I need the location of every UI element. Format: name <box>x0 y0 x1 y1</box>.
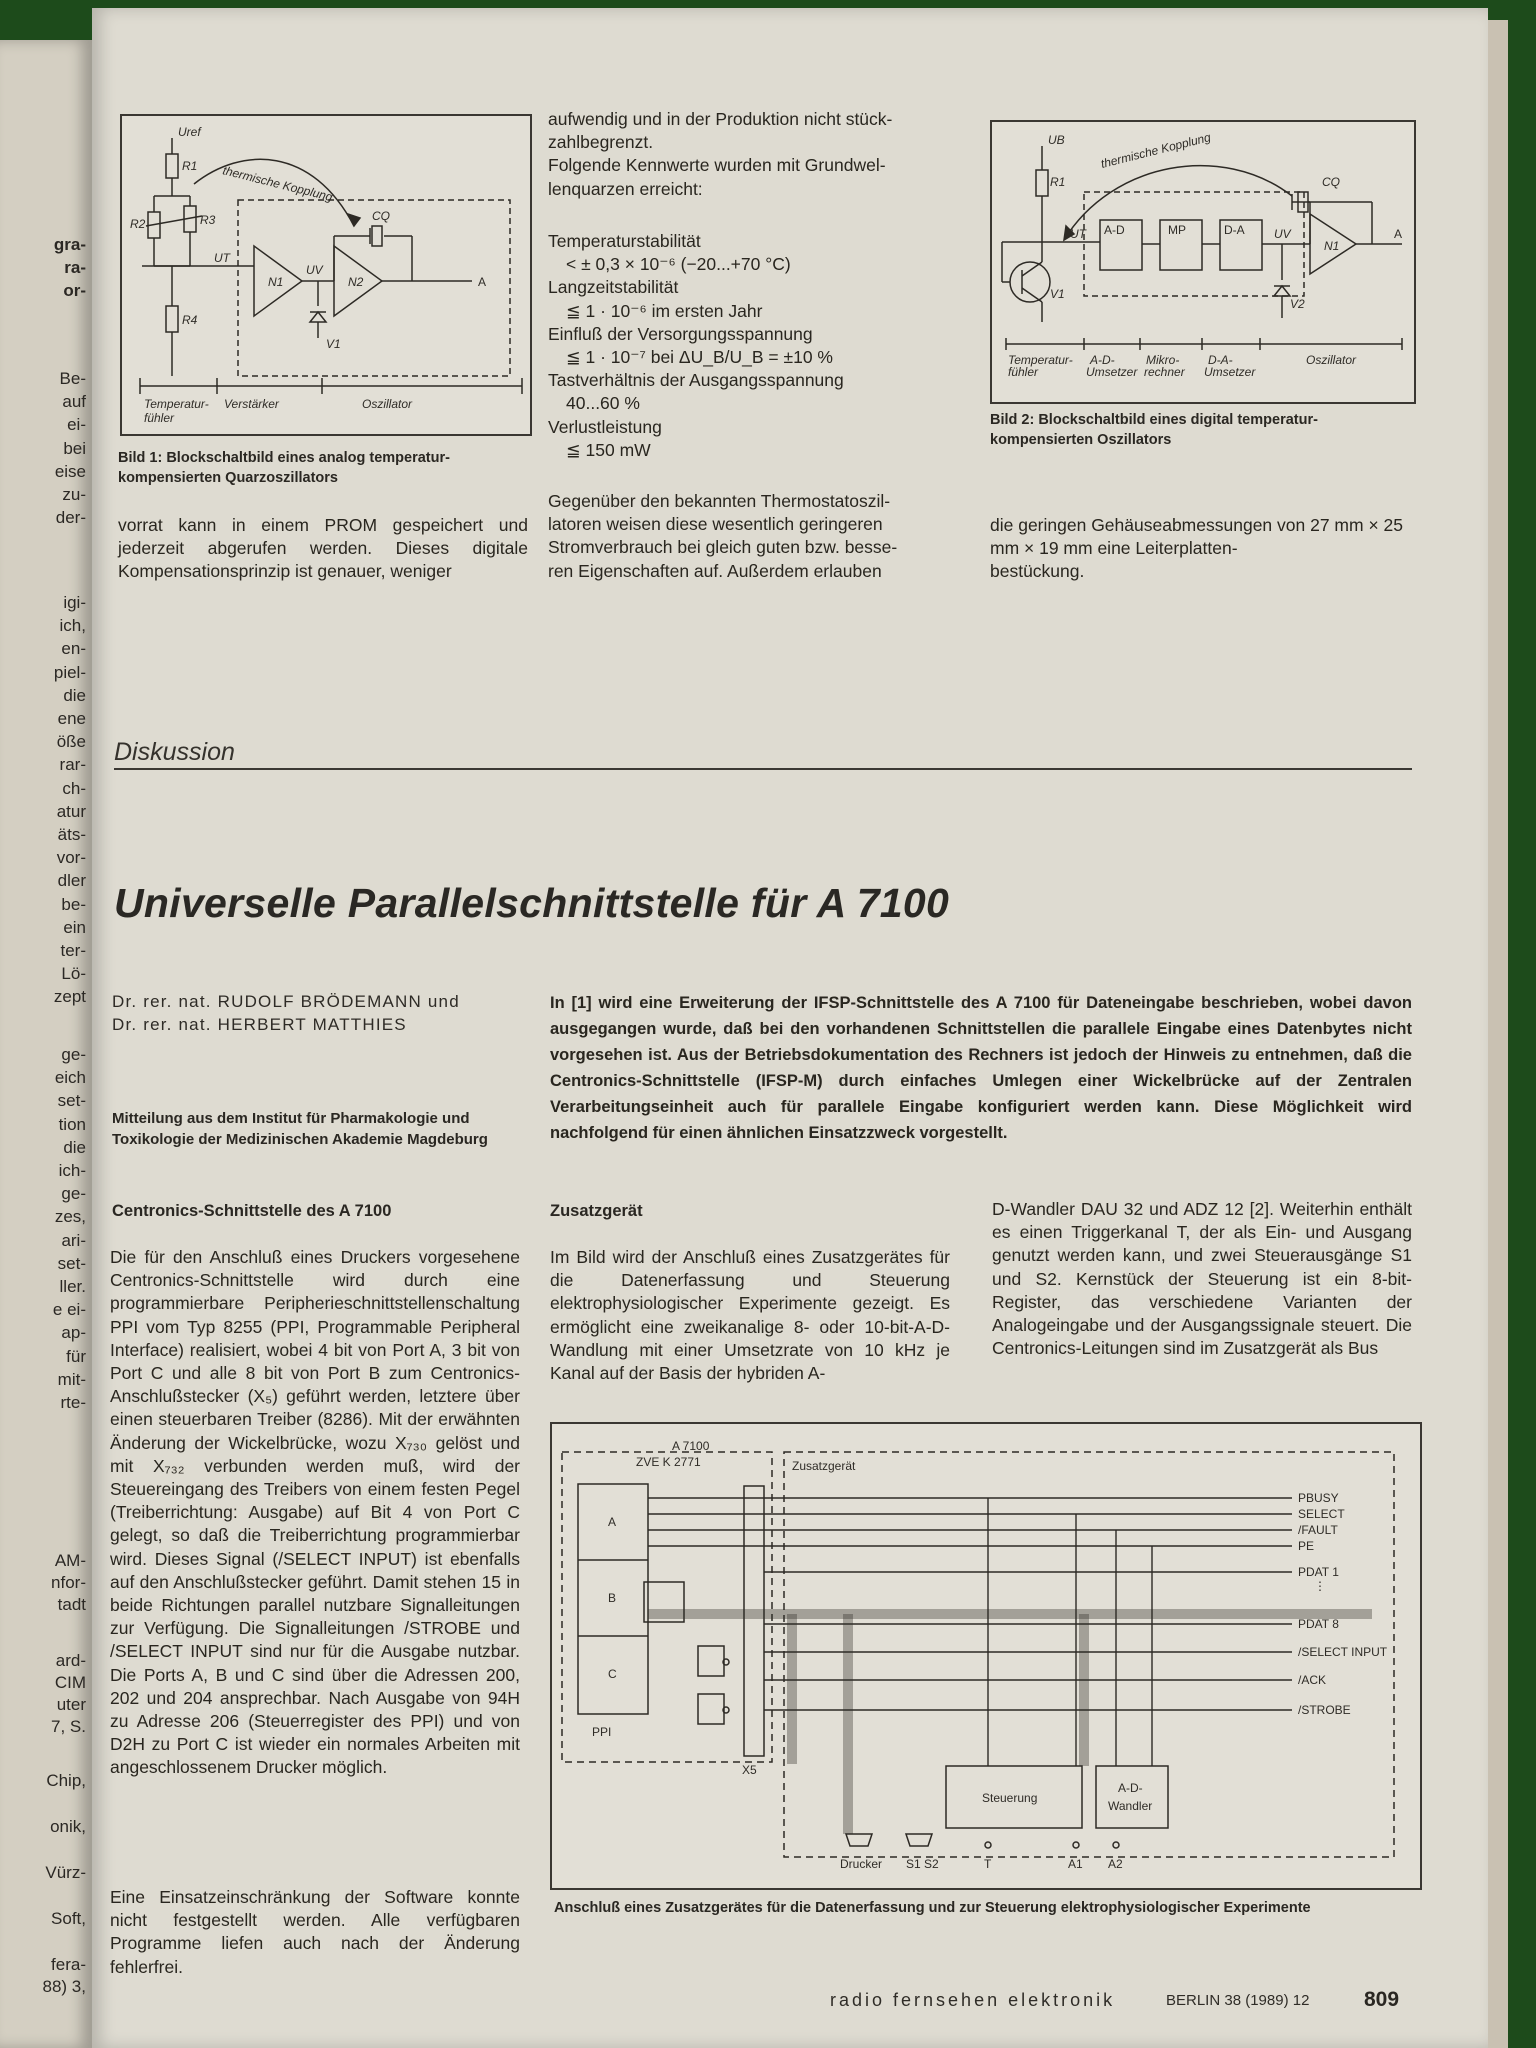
section-rule <box>114 768 1412 770</box>
spec-label: Verlustleistung <box>548 416 662 437</box>
previous-page-fragment: vor- <box>56 848 86 868</box>
previous-page-fragment: ap- <box>61 1323 86 1343</box>
previous-page-edge <box>0 40 92 2048</box>
fig2-v2-label: V2 <box>1290 297 1305 311</box>
fig1-uref-label: Uref <box>178 125 201 139</box>
previous-page-fragment: 88) 3, <box>42 1977 86 1996</box>
previous-page-fragment: ge- <box>61 1045 86 1064</box>
col2-top-paragraph: Gegenüber den bekannten Thermostatoszil- latoren weisen diese wesentlich geringeren Stromverbrauch bei gleich guten bzw. besse- ren Eigenschaften auf. Außerdem erlauben <box>548 491 898 581</box>
fig1-n1-label: N1 <box>268 275 284 289</box>
previous-page-fragment: auf <box>62 392 86 412</box>
spec-list <box>548 230 948 462</box>
fig3-adw-label-2: Wandler <box>1108 1799 1153 1813</box>
previous-page-fragment: dler <box>57 871 86 891</box>
previous-page-fragment: der- <box>55 508 86 528</box>
figure-2-caption: Bild 2: Blockschaltbild eines digital temperatur- kompensierten Oszillators <box>990 412 1318 448</box>
footer-journal: radio fernsehen elektronik <box>830 1990 1116 2010</box>
col2-top-text: aufwendig und in der Produktion nicht stück- zahlbegrenzt. Folgende Kennwerte wurden mit Grundwel- lenquarzen erreicht: <box>548 109 893 199</box>
figure-3-caption: Anschluß eines Zusatzgerätes für die Datenerfassung und zur Steuerung elektrophysiologischer Experimente <box>554 1900 1311 1916</box>
article-lead: In [1] wird eine Erweiterung der IFSP-Schnittstelle des A 7100 für Dateneingabe beschrieben, wobei davon ausgegangen wurde, daß bei den vorhandenen Schnittstellen die parallele Eingabe eines Datenbytes nicht vorgesehen ist. Aus der Betriebsdokumentation des Rechners ist jedoch der Hinweis zu entnehmen, daß die Centronics-Schnittstelle (IFSP-M) durch einfaches Umlegen einer Wickelbrücke auf der Zentralen Verarbeitungseinheit auch für parallele Eingabe konfiguriert werden kann. Diese Möglichkeit wird nachfolgend für einen ähnlichen Einsatzzweck vorgestellt. <box>550 994 1412 1142</box>
fig2-ut-label: UT <box>1070 227 1086 241</box>
fig3-port-b: B <box>608 1591 617 1605</box>
author-1-name: RUDOLF BRÖDEMANN <box>217 992 422 1011</box>
fig2-osc-label: Oszillator <box>1306 353 1357 367</box>
previous-page-fragment: ein <box>63 917 86 937</box>
fig2-output-label: A <box>1394 227 1403 241</box>
fig1-temp-label-2: fühler <box>144 411 175 425</box>
fig2-adc-label: A-D- <box>1090 353 1115 367</box>
page-number: 809 <box>1364 1988 1400 2011</box>
fig2-micro-label-2: rechner <box>1144 365 1185 379</box>
fig1-output-label: A <box>478 275 487 289</box>
previous-page-fragment: nfor- <box>51 1573 86 1592</box>
fig3-t-label: T <box>984 1857 992 1871</box>
previous-page-fragment: set- <box>57 1091 86 1111</box>
previous-page-fragment: piel- <box>53 662 86 682</box>
previous-page-fragment: e ei- <box>52 1300 86 1320</box>
fig3-signal-label: /STROBE <box>1298 1703 1351 1717</box>
spec-label: Langzeitstabilität <box>548 277 679 298</box>
fig2-cq-label: CQ <box>1322 175 1340 189</box>
fig3-signal-label: /FAULT <box>1298 1523 1338 1537</box>
fig2-uv-label: UV <box>1274 227 1291 241</box>
previous-page-fragment: Vürz- <box>45 1863 86 1882</box>
figure-2 <box>990 120 1416 404</box>
fig3-a1-label: A1 <box>1068 1857 1083 1871</box>
previous-page-fragment: die <box>63 1137 86 1157</box>
author-2-title: Dr. rer. nat. <box>112 1015 212 1034</box>
magazine-page <box>92 8 1488 2048</box>
authors <box>112 990 532 1036</box>
fig3-steuerung-label: Steuerung <box>982 1791 1038 1805</box>
previous-page-fragment: onik, <box>50 1817 86 1836</box>
fig3-a7100-label: A 7100 <box>672 1439 710 1453</box>
col3-body: D-Wandler DAU 32 und ADZ 12 [2]. Weiterhin enthält es einen Triggerkanal T, der als Ein- und Ausgang genutzt werden kann, und zwei Steuerausgänge S1 und S2. Kernstück der Steuerung ist ein 8-bit-Register, das verschiedene Varianten der Analogeingabe und der Ausgangssignale steuert. Die Centronics-Leitungen sind im Zusatzgerät als Bus <box>992 1199 1412 1359</box>
previous-page-fragment: atur <box>56 801 86 821</box>
previous-page-fragment: uter <box>56 1695 86 1714</box>
previous-page-fragment: zes, <box>54 1207 86 1227</box>
col1-top-paragraph: vorrat kann in einem PROM gespeichert und jederzeit abgerufen werden. Dieses digitale Kompensationsprinzip ist genauer, weniger <box>118 515 528 582</box>
fig3-ellipsis: ⋮ <box>1314 1579 1326 1593</box>
spec-value: 40...60 % <box>566 393 640 414</box>
previous-page-fragment: ari- <box>61 1230 86 1250</box>
previous-page-fragment: ter- <box>60 941 86 960</box>
previous-page-fragment: gra- <box>53 235 86 254</box>
previous-page-fragment: eich <box>54 1068 86 1088</box>
figure-1 <box>120 114 532 436</box>
spec-value: ≦ 150 mW <box>566 439 651 460</box>
previous-page-fragment: ich, <box>59 616 86 636</box>
fig2-temp-label: Temperatur- <box>1008 353 1073 367</box>
fig2-ub-label: UB <box>1048 133 1065 147</box>
fig2-v1-label: V1 <box>1050 287 1065 301</box>
fig3-zusatz-label: Zusatzgerät <box>792 1459 856 1473</box>
fig3-signal-label: PBUSY <box>1298 1491 1339 1505</box>
previous-page-fragment: ard- <box>55 1651 86 1670</box>
section-heading: Diskussion <box>114 738 235 766</box>
previous-page-fragment: set- <box>57 1253 86 1273</box>
article-title: Universelle Parallelschnittstelle für A 7100 <box>114 880 950 926</box>
previous-page-fragment: tadt <box>57 1595 86 1614</box>
previous-page-fragment: die <box>63 685 86 705</box>
previous-page-fragment: zept <box>53 987 86 1007</box>
previous-page-fragment: ra- <box>64 258 86 278</box>
col2-body: Im Bild wird der Anschluß eines Zusatzgerätes für die Datenerfassung und Steuerung elektrophysiologischer Experimente gezeigt. Es ermöglicht eine zweikanalige 8- oder 10-bit-A-D-Wandlung mit einer Umsetzrate von 10 kHz je Kanal auf der Basis der hybriden A- <box>550 1247 950 1384</box>
fig1-temp-label: Temperatur- <box>144 397 209 411</box>
spec-label: Tastverhältnis der Ausgangsspannung <box>548 370 844 391</box>
previous-page-fragment: tion <box>58 1114 86 1134</box>
previous-page-fragment: AM- <box>54 1551 86 1570</box>
previous-page-fragment: ene <box>57 709 86 728</box>
previous-page-fragment: Chip, <box>46 1771 86 1790</box>
fig3-signal-label: PDAT 8 <box>1298 1617 1339 1631</box>
previous-page-fragment: en- <box>61 639 86 659</box>
fig3-signal-label: SELECT <box>1298 1507 1345 1521</box>
previous-page-fragment: 7, S. <box>51 1717 86 1736</box>
previous-page-fragment: fera- <box>51 1955 86 1974</box>
previous-page-fragment: bei <box>63 438 86 458</box>
author-and: und <box>427 992 460 1011</box>
col1-body-2: Eine Einsatzeinschränkung der Software konnte nicht festgestellt werden. Alle verfügbaren Programme liefen auch nach der Änderung fehlerfrei. <box>110 1887 520 1977</box>
affiliation: Mitteilung aus dem Institut für Pharmakologie und Toxikologie der Medizinischen Akademie Magdeburg <box>112 1110 488 1148</box>
figure-3 <box>550 1422 1422 1890</box>
fig3-signal-label: /ACK <box>1298 1673 1327 1687</box>
fig3-drucker-label: Drucker <box>840 1857 883 1871</box>
fig3-x5-label: X5 <box>742 1763 757 1777</box>
fig1-osc-label: Oszillator <box>362 397 413 411</box>
previous-page-fragment: öße <box>56 732 86 752</box>
fig1-r4-label: R4 <box>182 313 198 327</box>
page-stack-edge <box>1488 20 1508 2048</box>
previous-page-fragment: ei- <box>67 415 86 435</box>
fig1-n2-label: N2 <box>348 275 364 289</box>
figure-2-diagram <box>992 122 1414 402</box>
fig3-ppi-label: PPI <box>592 1725 612 1739</box>
fig2-dac-label-2: Umsetzer <box>1204 365 1256 379</box>
previous-page-fragment: or- <box>63 281 86 301</box>
fig3-port-c: C <box>608 1667 617 1681</box>
previous-page-fragment: rte- <box>60 1393 86 1412</box>
fig3-a2-label: A2 <box>1108 1857 1123 1871</box>
fig2-r1-label: R1 <box>1050 175 1066 189</box>
spec-label: Temperaturstabilität <box>548 231 701 251</box>
subheading-zusatzgeraet: Zusatzgerät <box>550 1202 643 1220</box>
previous-page-fragment: be- <box>61 894 86 914</box>
previous-page-fragment: ch- <box>62 778 86 798</box>
fig1-r2-label: R2 <box>130 217 146 231</box>
figure-1-diagram <box>122 116 530 434</box>
previous-page-fragment: äts- <box>57 825 86 844</box>
previous-page-fragment: ich- <box>58 1161 86 1180</box>
fig2-dac-label: D-A- <box>1208 353 1233 367</box>
fig1-cq-label: CQ <box>372 209 390 223</box>
figure-1-caption: Bild 1: Blockschaltbild eines analog temperatur- kompensierten Quarzoszillators <box>118 450 450 486</box>
fig2-ad-label: A-D <box>1104 223 1125 237</box>
previous-page-fragment: igi- <box>63 593 86 612</box>
previous-page-fragment: CIM <box>54 1673 86 1692</box>
previous-page-fragment: Be- <box>59 369 86 388</box>
previous-page-fragment: Lö- <box>61 964 86 984</box>
fig1-v1-label: V1 <box>326 337 341 351</box>
col1-body: Die für den Anschluß eines Druckers vorgesehene Centronics-Schnittstelle wird durch eine programmierbare Peripherieschnittstellenschaltung PPI vom Typ 8255 (PPI, Programmable Peripheral Interface) realisiert, wobei 4 bit von Port A, 3 bit von Port C und alle 8 bit von Port B zum Centronics-Anschlußstecker (X₅) geführt werden, letztere über einen steuerbaren Treiber (8286). Mit der erwähnten Änderung der Wickelbrücke, wozu X₇₃₀ gelöst und mit X₇₃₂ verbunden werden muß, wird der Steuereingang des Treibers von einem festen Pegel (Treiberrichtung: Ausgabe) auf Bit 4 von Port C gelegt, so daß die Treiberrichtung programmierbar wird. Dieses Signal (/SELECT INPUT) ist ebenfalls auf den Anschlußstecker geführt. Damit stehen 15 in beide Richtungen parallel nutzbare Signalleitungen zur Verfügung. Die Signalleitungen /STROBE und /SELECT INPUT sind nur für die Ausgabe nutzbar. Die Ports A, B und C sind über die Adressen 200, 202 und 204 ansprechbar. Nach Ausgabe von 94H zu Adresse 206 (Steuerregister des PPI) und von D2H zu Port C ist wieder ein normales Arbeiten mit angeschlossenem Drucker möglich. <box>110 1247 520 1778</box>
author-1-title: Dr. rer. nat. <box>112 992 212 1011</box>
fig2-temp-label-2: fühler <box>1008 365 1039 379</box>
previous-page-fragment: zu- <box>62 485 86 504</box>
previous-page-fragment: eise <box>54 461 86 481</box>
col3-top-paragraph: die geringen Gehäuseabmessungen von 27 mm × 25 mm × 19 mm eine Leiterplatten- bestückung. <box>990 515 1403 582</box>
author-2-name: HERBERT MATTHIES <box>217 1015 407 1034</box>
fig2-da-label: D-A <box>1224 223 1245 237</box>
fig1-coupling-label: thermische Kopplung <box>221 163 335 205</box>
fig3-adw-label: A-D- <box>1118 1781 1143 1795</box>
fig1-ut-label: UT <box>214 251 230 265</box>
previous-page-fragment: ge- <box>61 1184 86 1204</box>
fig1-uv-label: UV <box>306 263 323 277</box>
figure-3-diagram <box>552 1424 1420 1888</box>
fig3-s1s2-label: S1 S2 <box>906 1857 939 1871</box>
spec-label: Einfluß der Versorgungsspannung <box>548 323 813 344</box>
fig2-mp-label: MP <box>1168 223 1186 237</box>
fig3-signal-label: PE <box>1298 1539 1315 1553</box>
spec-value: ≦ 1 · 10⁻⁶ im ersten Jahr <box>566 300 763 321</box>
fig2-micro-label: Mikro- <box>1146 353 1180 367</box>
fig3-port-a: A <box>608 1515 617 1529</box>
fig3-signal-label: PDAT 1 <box>1298 1565 1339 1579</box>
fig1-r1-label: R1 <box>182 159 198 173</box>
previous-page-fragment: mit- <box>57 1369 86 1389</box>
spec-value: ≦ 1 · 10⁻⁷ bei ΔU_B/U_B = ±10 % <box>566 347 833 368</box>
fig2-coupling-label: thermische Kopplung <box>1099 130 1213 171</box>
fig2-adc-label-2: Umsetzer <box>1086 365 1138 379</box>
previous-page-fragment: rar- <box>59 755 86 775</box>
fig2-n1-label: N1 <box>1324 239 1340 253</box>
spec-value: < ± 0,3 × 10⁻⁶ (−20...+70 °C) <box>566 254 791 275</box>
fig3-zve-label: ZVE K 2771 <box>636 1455 701 1469</box>
subheading-centronics: Centronics-Schnittstelle des A 7100 <box>112 1202 392 1220</box>
previous-page-fragment: ller. <box>59 1277 86 1296</box>
fig1-r3-label: R3 <box>200 213 216 227</box>
fig1-amp-label: Verstärker <box>224 397 279 411</box>
previous-page-fragment: für <box>66 1346 86 1366</box>
fig3-signal-label: /SELECT INPUT <box>1298 1645 1388 1659</box>
previous-page-fragment: Soft, <box>51 1909 86 1928</box>
footer-issue: BERLIN 38 (1989) 12 <box>1166 1992 1310 2009</box>
